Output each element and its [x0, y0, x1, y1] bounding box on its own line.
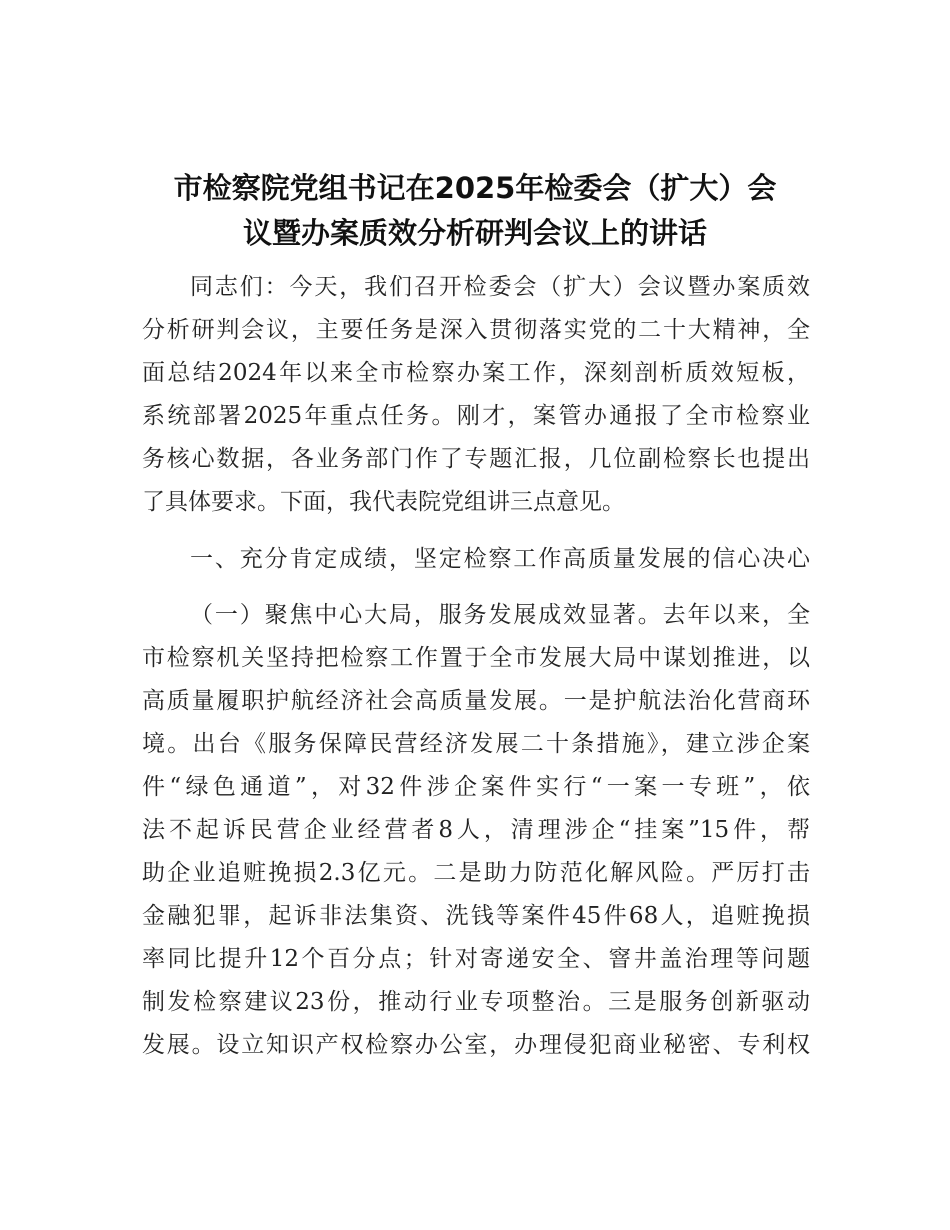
document-title-line-1: 市检察院党组书记在2025年检委会（扩大）会 — [173, 171, 777, 205]
paragraph-line: 发展。设立知识产权检察办公室，办理侵犯商业秘密、专利权 — [142, 1032, 810, 1058]
paragraph-line: 高质量履职护航经济社会高质量发展。一是护航法治化营商环 — [142, 688, 810, 714]
paragraph-line: 市检察机关坚持把检察工作置于全市发展大局中谋划推进，以 — [142, 645, 810, 671]
paragraph-line: 金融犯罪，起诉非法集资、洗钱等案件45件68人，追赃挽损 — [142, 903, 810, 929]
paragraph-line: 制发检察建议23份，推动行业专项整治。三是服务创新驱动 — [142, 989, 810, 1015]
paragraph-line: 面总结2024年以来全市检察办案工作，深刻剖析质效短板， — [142, 360, 810, 386]
paragraph-line: 同志们：今天，我们召开检委会（扩大）会议暨办案质效 — [190, 274, 810, 300]
paragraph-line: （一）聚焦中心大局，服务发展成效显著。去年以来，全 — [190, 602, 810, 628]
paragraph-line: 法不起诉民营企业经营者8人，清理涉企“挂案”15件，帮 — [142, 817, 810, 843]
paragraph-line: 助企业追赃挽损2.3亿元。二是助力防范化解风险。严厉打击 — [142, 860, 810, 886]
paragraph-line: 务核心数据，各业务部门作了专题汇报，几位副检察长也提出 — [142, 446, 810, 472]
paragraph-line: 境。出台《服务保障民营经济发展二十条措施》，建立涉企案 — [142, 731, 810, 757]
document-title-line-2: 议暨办案质效分析研判会议上的讲话 — [242, 216, 707, 250]
paragraph-line: 率同比提升12个百分点；针对寄递安全、窨井盖治理等问题 — [142, 946, 810, 972]
section-heading: 一、充分肯定成绩，坚定检察工作高质量发展的信心决心 — [190, 546, 810, 572]
paragraph-line: 了具体要求。下面，我代表院党组讲三点意见。 — [142, 489, 625, 515]
paragraph-line: 件“绿色通道”，对32件涉企案件实行“一案一专班”，依 — [142, 774, 810, 800]
paragraph-line: 分析研判会议，主要任务是深入贯彻落实党的二十大精神，全 — [142, 317, 810, 343]
paragraph-line: 系统部署2025年重点任务。刚才，案管办通报了全市检察业 — [142, 403, 810, 429]
